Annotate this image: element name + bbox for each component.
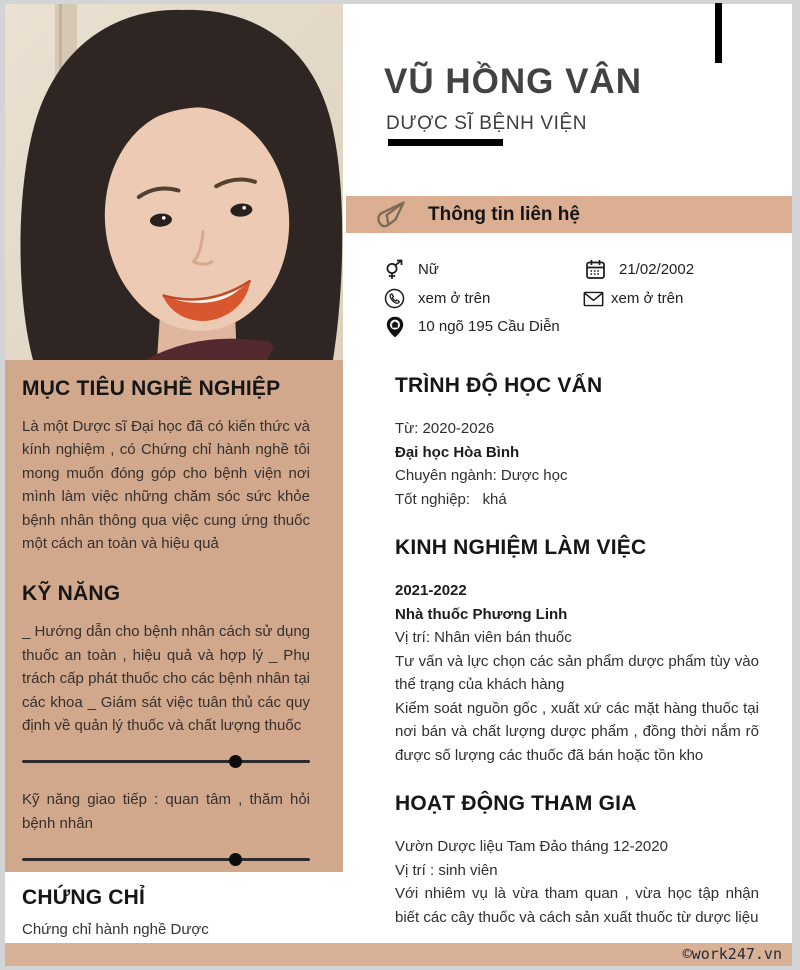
- slider-track: [22, 858, 310, 861]
- education-title: TRÌNH ĐỘ HỌC VẤN: [395, 374, 603, 397]
- phone-icon: [384, 288, 405, 309]
- skill-item-text: _ Hướng dẫn cho bệnh nhân cách sử dụng thuốc an toàn , hiệu quả và hợp lý _ Phụ trách cấp phát thuốc cho các bệnh nhân tại các khoa _ Giám sát việc tuân thủ các quy định về quản lý thuốc và chất lượng thuốc: [22, 623, 310, 735]
- skill-level-slider[interactable]: [22, 754, 310, 768]
- contact-birthday: [585, 259, 694, 280]
- calendar-icon: [585, 259, 606, 280]
- education-school: Đại học Hòa Bình: [395, 443, 520, 461]
- email-value: xem ở trên: [611, 290, 684, 307]
- activity-desc: Với nhiêm vụ là vừa tham quan , vừa học tập nhận biết các cây thuốc và cách sản xuất thuốc từ dược liệu: [395, 885, 759, 926]
- portrait-illustration: [5, 4, 343, 360]
- certificates-section: [5, 872, 343, 943]
- activity-event: Vườn Dược liệu Tam Đảo tháng 12-2020: [395, 838, 668, 855]
- gender-value: Nữ: [418, 261, 439, 278]
- job-title: DƯỢC SĨ BỆNH VIỆN: [386, 113, 588, 134]
- education-graduation: Tốt nghiệp: khá: [395, 490, 507, 508]
- experience-period: 2021-2022: [395, 582, 467, 599]
- contact-section-header: [346, 196, 792, 233]
- certificates-body: Chứng chỉ hành nghề Dược: [22, 921, 209, 938]
- certificates-title: CHỨNG CHỈ: [22, 886, 146, 909]
- experience-desc: Tư vấn và lực chọn các sản phẩm dược phẩm tùy vào thể trạng của khách hàng: [395, 652, 759, 693]
- copyright-text: ©work247.vn: [682, 945, 782, 963]
- candidate-name: VŨ HỒNG VÂN: [384, 62, 642, 101]
- contact-gender: [384, 259, 439, 280]
- main-content: [395, 374, 759, 929]
- education-period: Từ: 2020-2026: [395, 420, 495, 437]
- email-icon: [583, 288, 604, 309]
- slider-handle[interactable]: [229, 755, 242, 768]
- education-major: Chuyên ngành: Dược học: [395, 467, 568, 484]
- objective-title: MỤC TIÊU NGHỀ NGHIỆP: [22, 377, 281, 400]
- contact-email: [583, 288, 683, 309]
- activities-title: HOẠT ĐỘNG THAM GIA: [395, 792, 637, 815]
- phone-value: xem ở trên: [418, 290, 491, 307]
- skill-level-slider[interactable]: [22, 852, 310, 866]
- skill-item-text: Kỹ năng giao tiếp : quan tâm , thăm hỏi bệnh nhân: [22, 791, 310, 832]
- sidebar: [5, 360, 343, 872]
- slider-handle[interactable]: [229, 853, 242, 866]
- gender-icon: [384, 259, 405, 280]
- contact-phone: [384, 288, 490, 309]
- location-icon: [384, 316, 405, 337]
- activity-position: Vị trí : sinh viên: [395, 861, 498, 879]
- experience-title: KINH NGHIỆM LÀM VIỆC: [395, 536, 647, 559]
- footer-watermark: [5, 943, 792, 966]
- contact-address: [384, 316, 560, 337]
- slider-track: [22, 760, 310, 763]
- address-value: 10 ngõ 195 Cầu Diễn: [418, 318, 560, 335]
- skills-title: KỸ NĂNG: [22, 582, 121, 606]
- experience-desc: Kiểm soát nguồn gốc , xuất xứ các mặt hàng thuốc tại nơi bán và chất lượng dược phẩm , đồng thời nắm rõ được số lượng các thuốc đã bán hoặc tồn kho: [395, 699, 759, 764]
- decorative-bar: [715, 3, 722, 63]
- contact-section-title: Thông tin liên hệ: [428, 203, 580, 225]
- birthday-value: 21/02/2002: [619, 261, 695, 278]
- profile-photo: [5, 4, 343, 360]
- objective-body: Là một Dược sĩ Đại học đã có kiến thức và kính nghiệm , có Chứng chỉ hành nghề tôi mong muốn đóng góp cho bệnh viện nơi mình làm việc những chăm sóc sức khỏe bệnh nhân thông qua việc cung ứng thuốc một cách an toàn và hiệu quả: [22, 418, 310, 553]
- experience-company: Nhà thuốc Phương Linh: [395, 605, 568, 623]
- paper-plane-icon: [374, 199, 410, 231]
- title-underline: [388, 139, 503, 146]
- experience-position: Vị trí: Nhân viên bán thuốc: [395, 629, 572, 646]
